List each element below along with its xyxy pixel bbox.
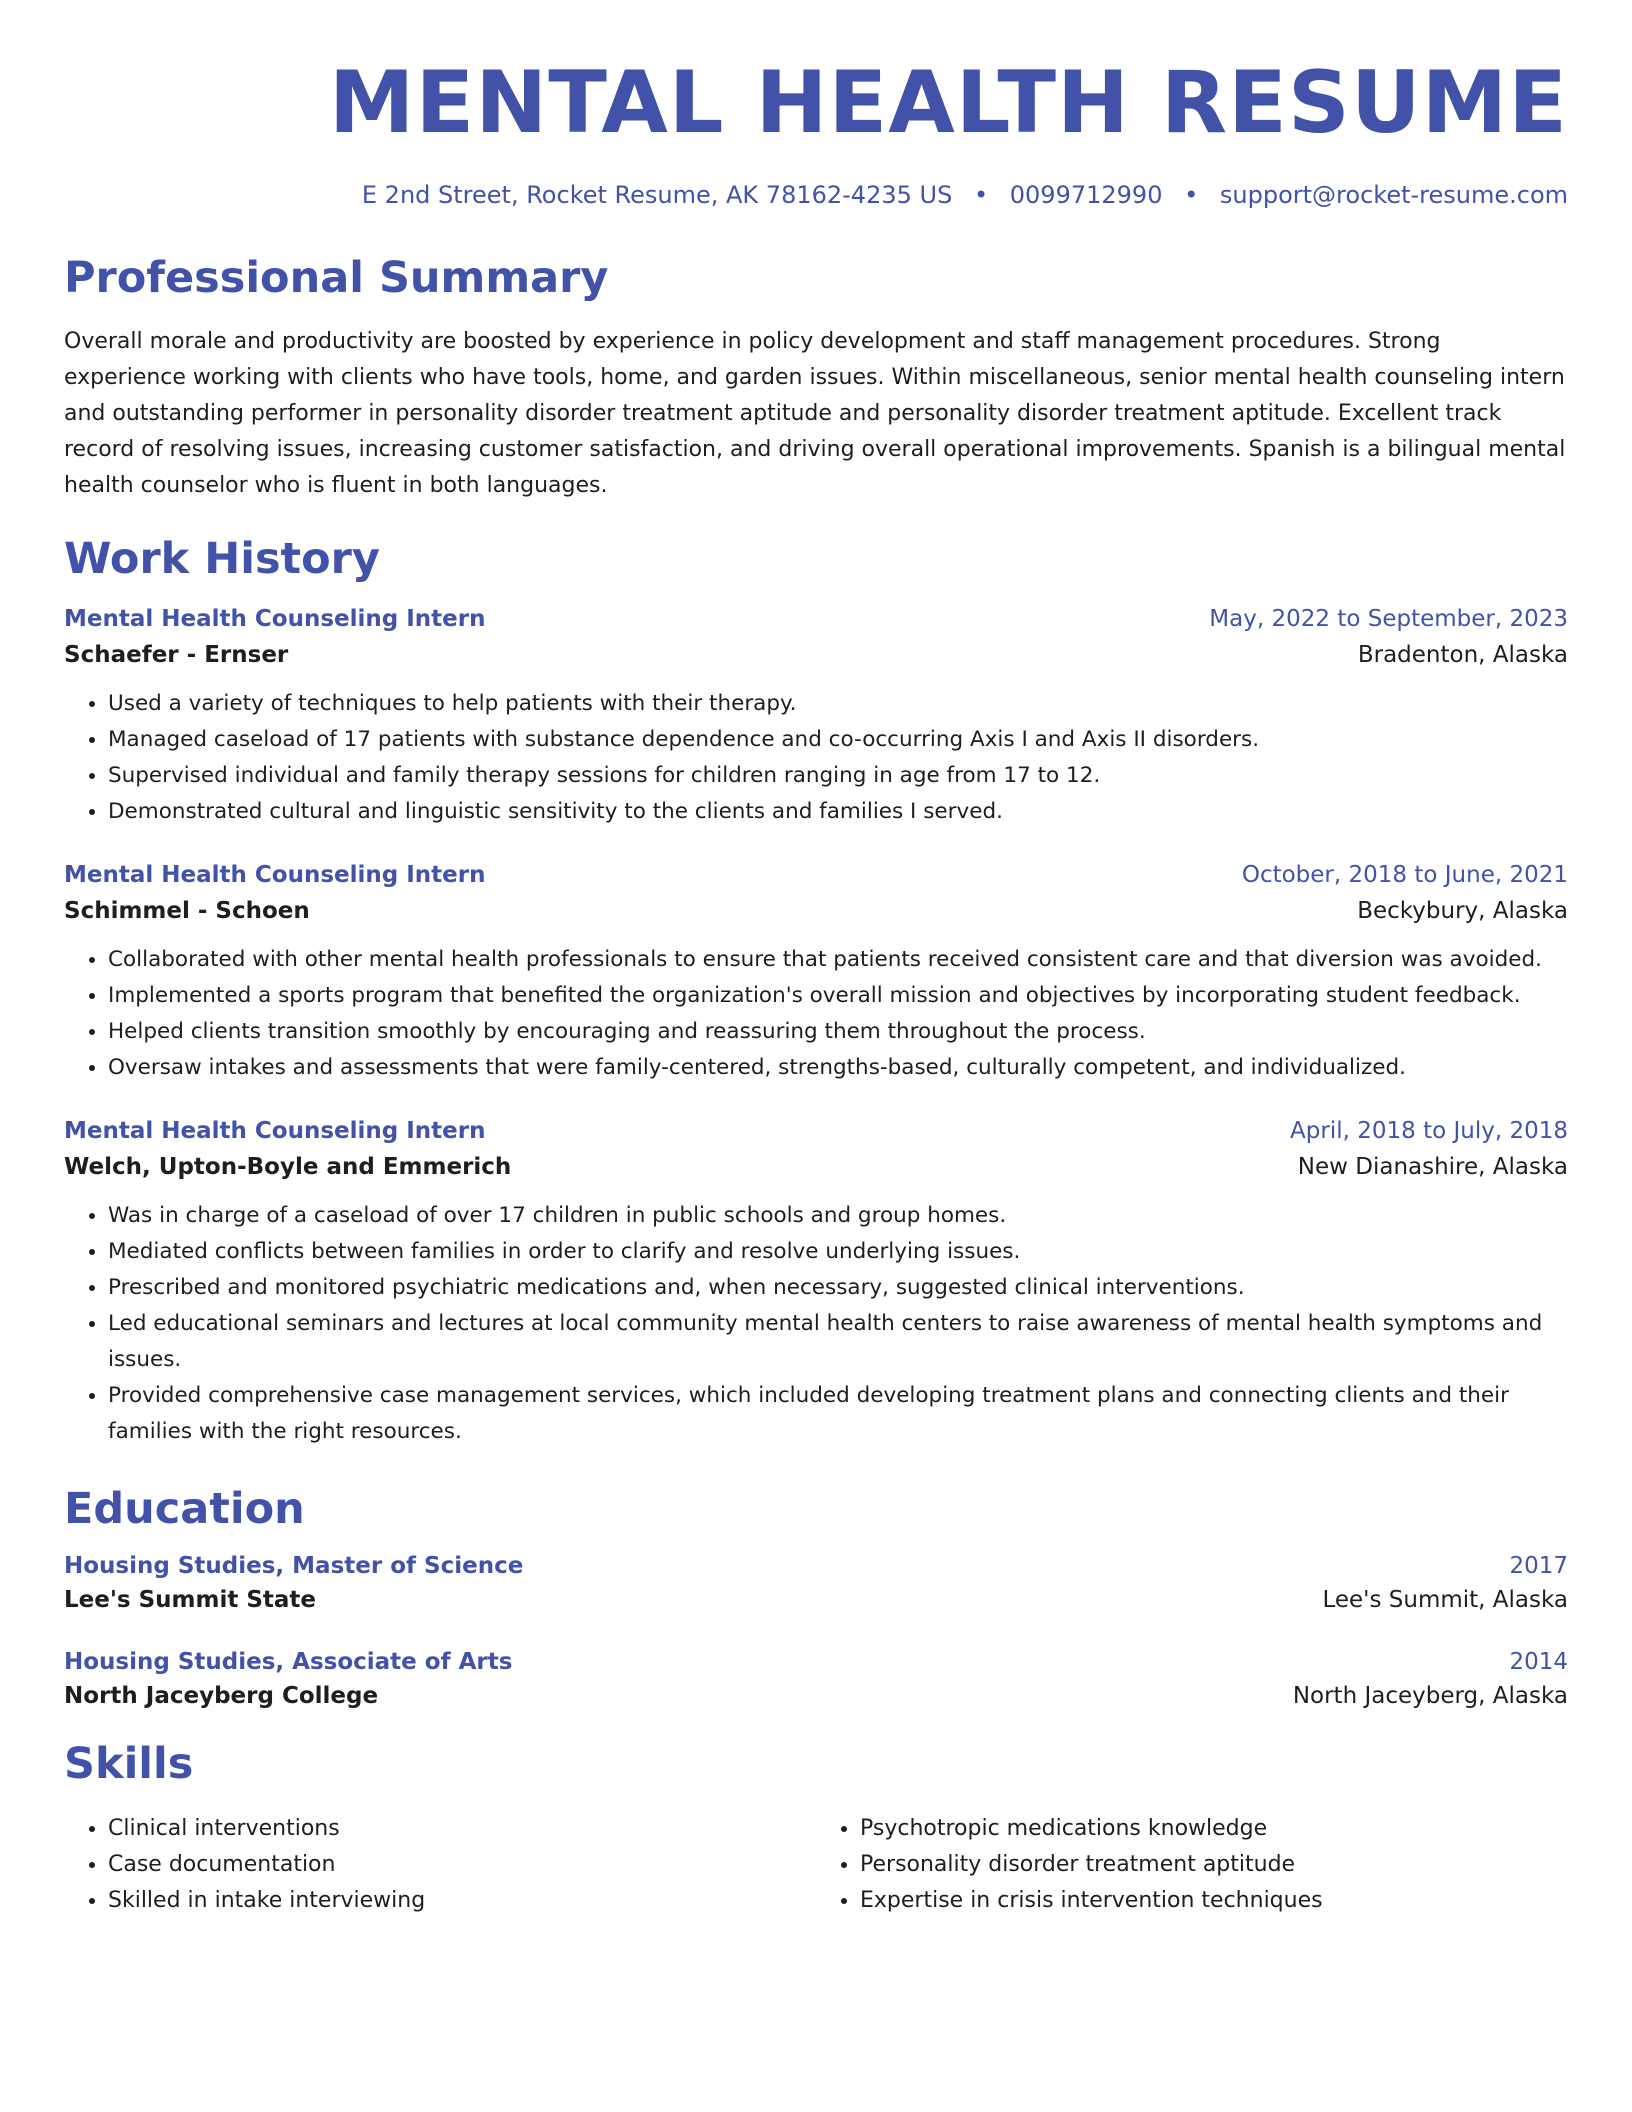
- job-bullet: • Implemented a sports program that benefited the organization's overall mission and objectives by incorporating student feedback.: [108, 978, 1568, 1014]
- job-bullet: • Collaborated with other mental health professionals to ensure that patients received consistent care and that diversion was avoided.: [108, 942, 1568, 978]
- degree-year: 2017: [1509, 1553, 1568, 1580]
- degree-year: 2014: [1509, 1649, 1568, 1676]
- job-dates: October, 2018 to June, 2021: [1241, 861, 1568, 888]
- school-location: Lee's Summit, Alaska: [1322, 1587, 1568, 1614]
- job-bullet: • Prescribed and monitored psychiatric medications and, when necessary, suggested clinical interventions.: [108, 1270, 1568, 1306]
- summary-text: Overall morale and productivity are boosted by experience in policy development and staff management procedures. Strong experience working with clients who have tools, home, and garden issues. Within miscellaneous, senior mental health counseling intern and outstanding performer in personality disorder treatment aptitude and personality disorder treatment aptitude. Excellent track record of resolving issues, increasing customer satisfaction, and driving overall operational improvements. Spanish is a bilingual mental health counselor who is fluent in both languages.: [64, 329, 1566, 499]
- education-entry-school: [64, 1683, 1568, 1709]
- skills-column-left: [64, 1811, 816, 1919]
- contact-email[interactable]: support@rocket-resume.com: [1219, 180, 1568, 209]
- skills-heading: Skills: [64, 1739, 194, 1790]
- work-entry: [64, 606, 1568, 830]
- school-name: North Jaceyberg College: [64, 1683, 379, 1710]
- contact-separator: •: [973, 180, 989, 209]
- job-bullet: • Led educational seminars and lectures at local community mental health centers to raise awareness of mental health symptoms and issues.: [108, 1306, 1568, 1378]
- education-entry: [64, 1649, 1568, 1709]
- work-entry: [64, 1118, 1568, 1450]
- work-entry-header: [64, 606, 1568, 632]
- job-bullets: [64, 1198, 1568, 1450]
- education-entry-header: [64, 1553, 1568, 1579]
- school-name: Lee's Summit State: [64, 1587, 317, 1614]
- job-bullet: • Managed caseload of 17 patients with substance dependence and co-occurring Axis I and Axis II disorders.: [108, 722, 1568, 758]
- job-bullet: • Demonstrated cultural and linguistic sensitivity to the clients and families I served.: [108, 794, 1568, 830]
- work-entry-org: [64, 898, 1568, 924]
- education-entry: [64, 1553, 1568, 1613]
- job-company: Schimmel - Schoen: [64, 897, 310, 924]
- skill-item: • Psychotropic medications knowledge: [860, 1811, 1568, 1847]
- work-entry: [64, 862, 1568, 1086]
- work-entry-header: [64, 862, 1568, 888]
- job-role: Mental Health Counseling Intern: [64, 1117, 486, 1144]
- job-bullet: • Supervised individual and family therapy sessions for children ranging in age from 17 to 12.: [108, 758, 1568, 794]
- job-company: Schaefer - Ernser: [64, 641, 289, 668]
- work-entry-org: [64, 1154, 1568, 1180]
- contact-address: E 2nd Street, Rocket Resume, AK 78162-4235 US: [361, 180, 953, 209]
- education-entry-header: [64, 1649, 1568, 1675]
- job-bullet: • Provided comprehensive case management services, which included developing treatment plans and connecting clients and their families with the right resources.: [108, 1378, 1568, 1450]
- skill-item: • Expertise in crisis intervention techniques: [860, 1883, 1568, 1919]
- job-bullet: • Used a variety of techniques to help patients with their therapy.: [108, 686, 1568, 722]
- job-role: Mental Health Counseling Intern: [64, 605, 486, 632]
- summary-heading: Professional Summary: [64, 252, 609, 303]
- resume-name: MENTAL HEALTH RESUME: [328, 53, 1568, 153]
- job-role: Mental Health Counseling Intern: [64, 861, 486, 888]
- contact-separator: •: [1184, 180, 1199, 209]
- degree-name: Housing Studies, Master of Science: [64, 1553, 524, 1580]
- skills-column-right: [816, 1811, 1568, 1919]
- job-location: New Dianashire, Alaska: [1297, 1153, 1568, 1180]
- job-company: Welch, Upton-Boyle and Emmerich: [64, 1153, 512, 1180]
- job-dates: May, 2022 to September, 2023: [1209, 605, 1568, 632]
- skill-item: • Personality disorder treatment aptitude: [860, 1847, 1568, 1883]
- work-entry-header: [64, 1118, 1568, 1144]
- job-bullet: • Was in charge of a caseload of over 17 children in public schools and group homes.: [108, 1198, 1568, 1234]
- skill-item: • Skilled in intake interviewing: [108, 1883, 816, 1919]
- job-dates: April, 2018 to July, 2018: [1290, 1117, 1568, 1144]
- skills-grid: [64, 1811, 1568, 1919]
- work-history-heading: Work History: [64, 534, 380, 585]
- job-bullet: • Helped clients transition smoothly by encouraging and reassuring them throughout the process.: [108, 1014, 1568, 1050]
- job-bullets: [64, 686, 1568, 830]
- job-bullet: • Oversaw intakes and assessments that were family-centered, strengths-based, culturally competent, and individualized.: [108, 1050, 1568, 1086]
- job-bullet: • Mediated conflicts between families in order to clarify and resolve underlying issues.: [108, 1234, 1568, 1270]
- job-bullets: [64, 942, 1568, 1086]
- contact-line: [64, 181, 1568, 209]
- contact-phone: 0099712990: [1009, 180, 1163, 209]
- job-location: Bradenton, Alaska: [1357, 641, 1568, 668]
- work-entry-org: [64, 642, 1568, 668]
- degree-name: Housing Studies, Associate of Arts: [64, 1649, 513, 1676]
- education-heading: Education: [64, 1483, 305, 1534]
- education-entry-school: [64, 1587, 1568, 1613]
- job-location: Beckybury, Alaska: [1357, 897, 1568, 924]
- school-location: North Jaceyberg, Alaska: [1292, 1683, 1568, 1710]
- skill-item: • Case documentation: [108, 1847, 816, 1883]
- skill-item: • Clinical interventions: [108, 1811, 816, 1847]
